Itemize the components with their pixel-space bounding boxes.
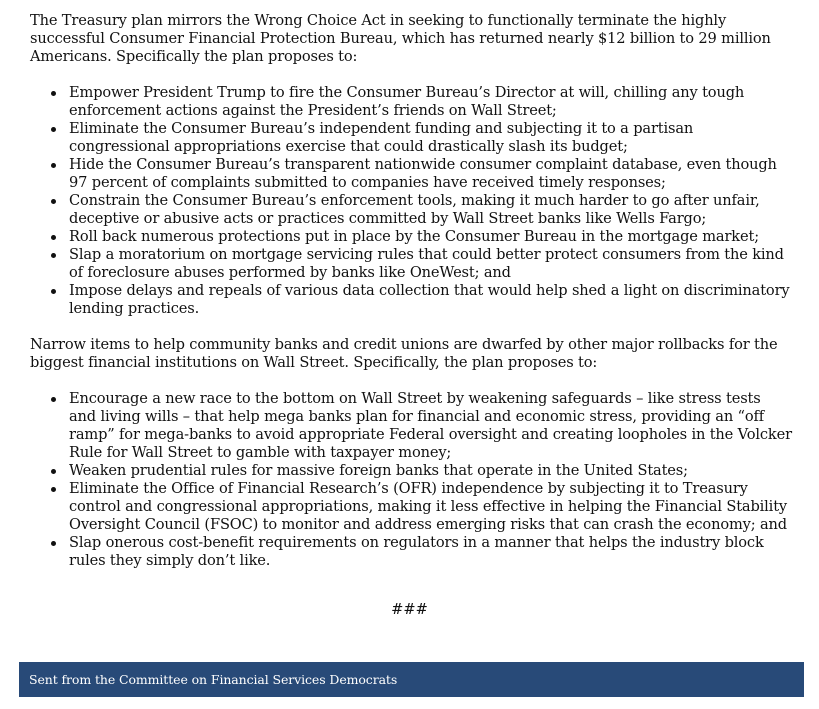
- list-item: Slap onerous cost-benefit requirements on regulators in a manner that helps the industry block rules they simply don’t like.: [69, 534, 792, 570]
- list-item: Impose delays and repeals of various data collection that would help shed a light on discriminatory lending practices.: [69, 282, 792, 318]
- list-item: Hide the Consumer Bureau’s transparent nationwide consumer complaint database, even though 97 percent of complaints submitted to companies have received timely responses;: [69, 156, 792, 192]
- email-body: [30, 12, 792, 570]
- footer-text: Sent from the Committee on Financial Services Democrats: [29, 672, 398, 687]
- list-item: Constrain the Consumer Bureau’s enforcement tools, making it much harder to go after unfair, deceptive or abusive acts or practices committed by Wall Street banks like Wells Fargo;: [69, 192, 792, 228]
- end-separator: ###: [391, 601, 428, 618]
- list-item: Roll back numerous protections put in place by the Consumer Bureau in the mortgage market;: [69, 228, 792, 246]
- list-item: Weaken prudential rules for massive foreign banks that operate in the United States;: [69, 462, 792, 480]
- list-item: Empower President Trump to fire the Consumer Bureau’s Director at will, chilling any tough enforcement actions against the President’s friends on Wall Street;: [69, 84, 792, 120]
- proposal-list-2: [30, 390, 792, 570]
- list-item: Encourage a new race to the bottom on Wall Street by weakening safeguards – like stress tests and living wills – that help mega banks plan for financial and economic stress, providing an “off ramp” for mega-banks to avoid appropriate Federal oversight and creating loopholes in the Volcker Rule for Wall Street to gamble with taxpayer money;: [69, 390, 792, 461]
- footer-bar: [19, 662, 804, 697]
- list-item: Eliminate the Consumer Bureau’s independent funding and subjecting it to a partisan congressional appropriations exercise that could drastically slash its budget;: [69, 120, 792, 156]
- proposal-list-1: [30, 84, 792, 318]
- list-item: Slap a moratorium on mortgage servicing rules that could better protect consumers from the kind of foreclosure abuses performed by banks like OneWest; and: [69, 246, 792, 282]
- intro-paragraph-2: Narrow items to help community banks and credit unions are dwarfed by other major rollbacks for the biggest financial institutions on Wall Street. Specifically, the plan proposes to:: [30, 336, 778, 371]
- list-item: Eliminate the Office of Financial Research’s (OFR) independence by subjecting it to Treasury control and congressional appropriations, making it less effective in helping the Financial Stability Oversight Council (FSOC) to monitor and address emerging risks that can crash the economy; and: [69, 480, 792, 534]
- intro-paragraph-1: The Treasury plan mirrors the Wrong Choice Act in seeking to functionally terminate the highly successful Consumer Financial Protection Bureau, which has returned nearly $12 billion to 29 million Americans. Specifically the plan proposes to:: [30, 12, 771, 65]
